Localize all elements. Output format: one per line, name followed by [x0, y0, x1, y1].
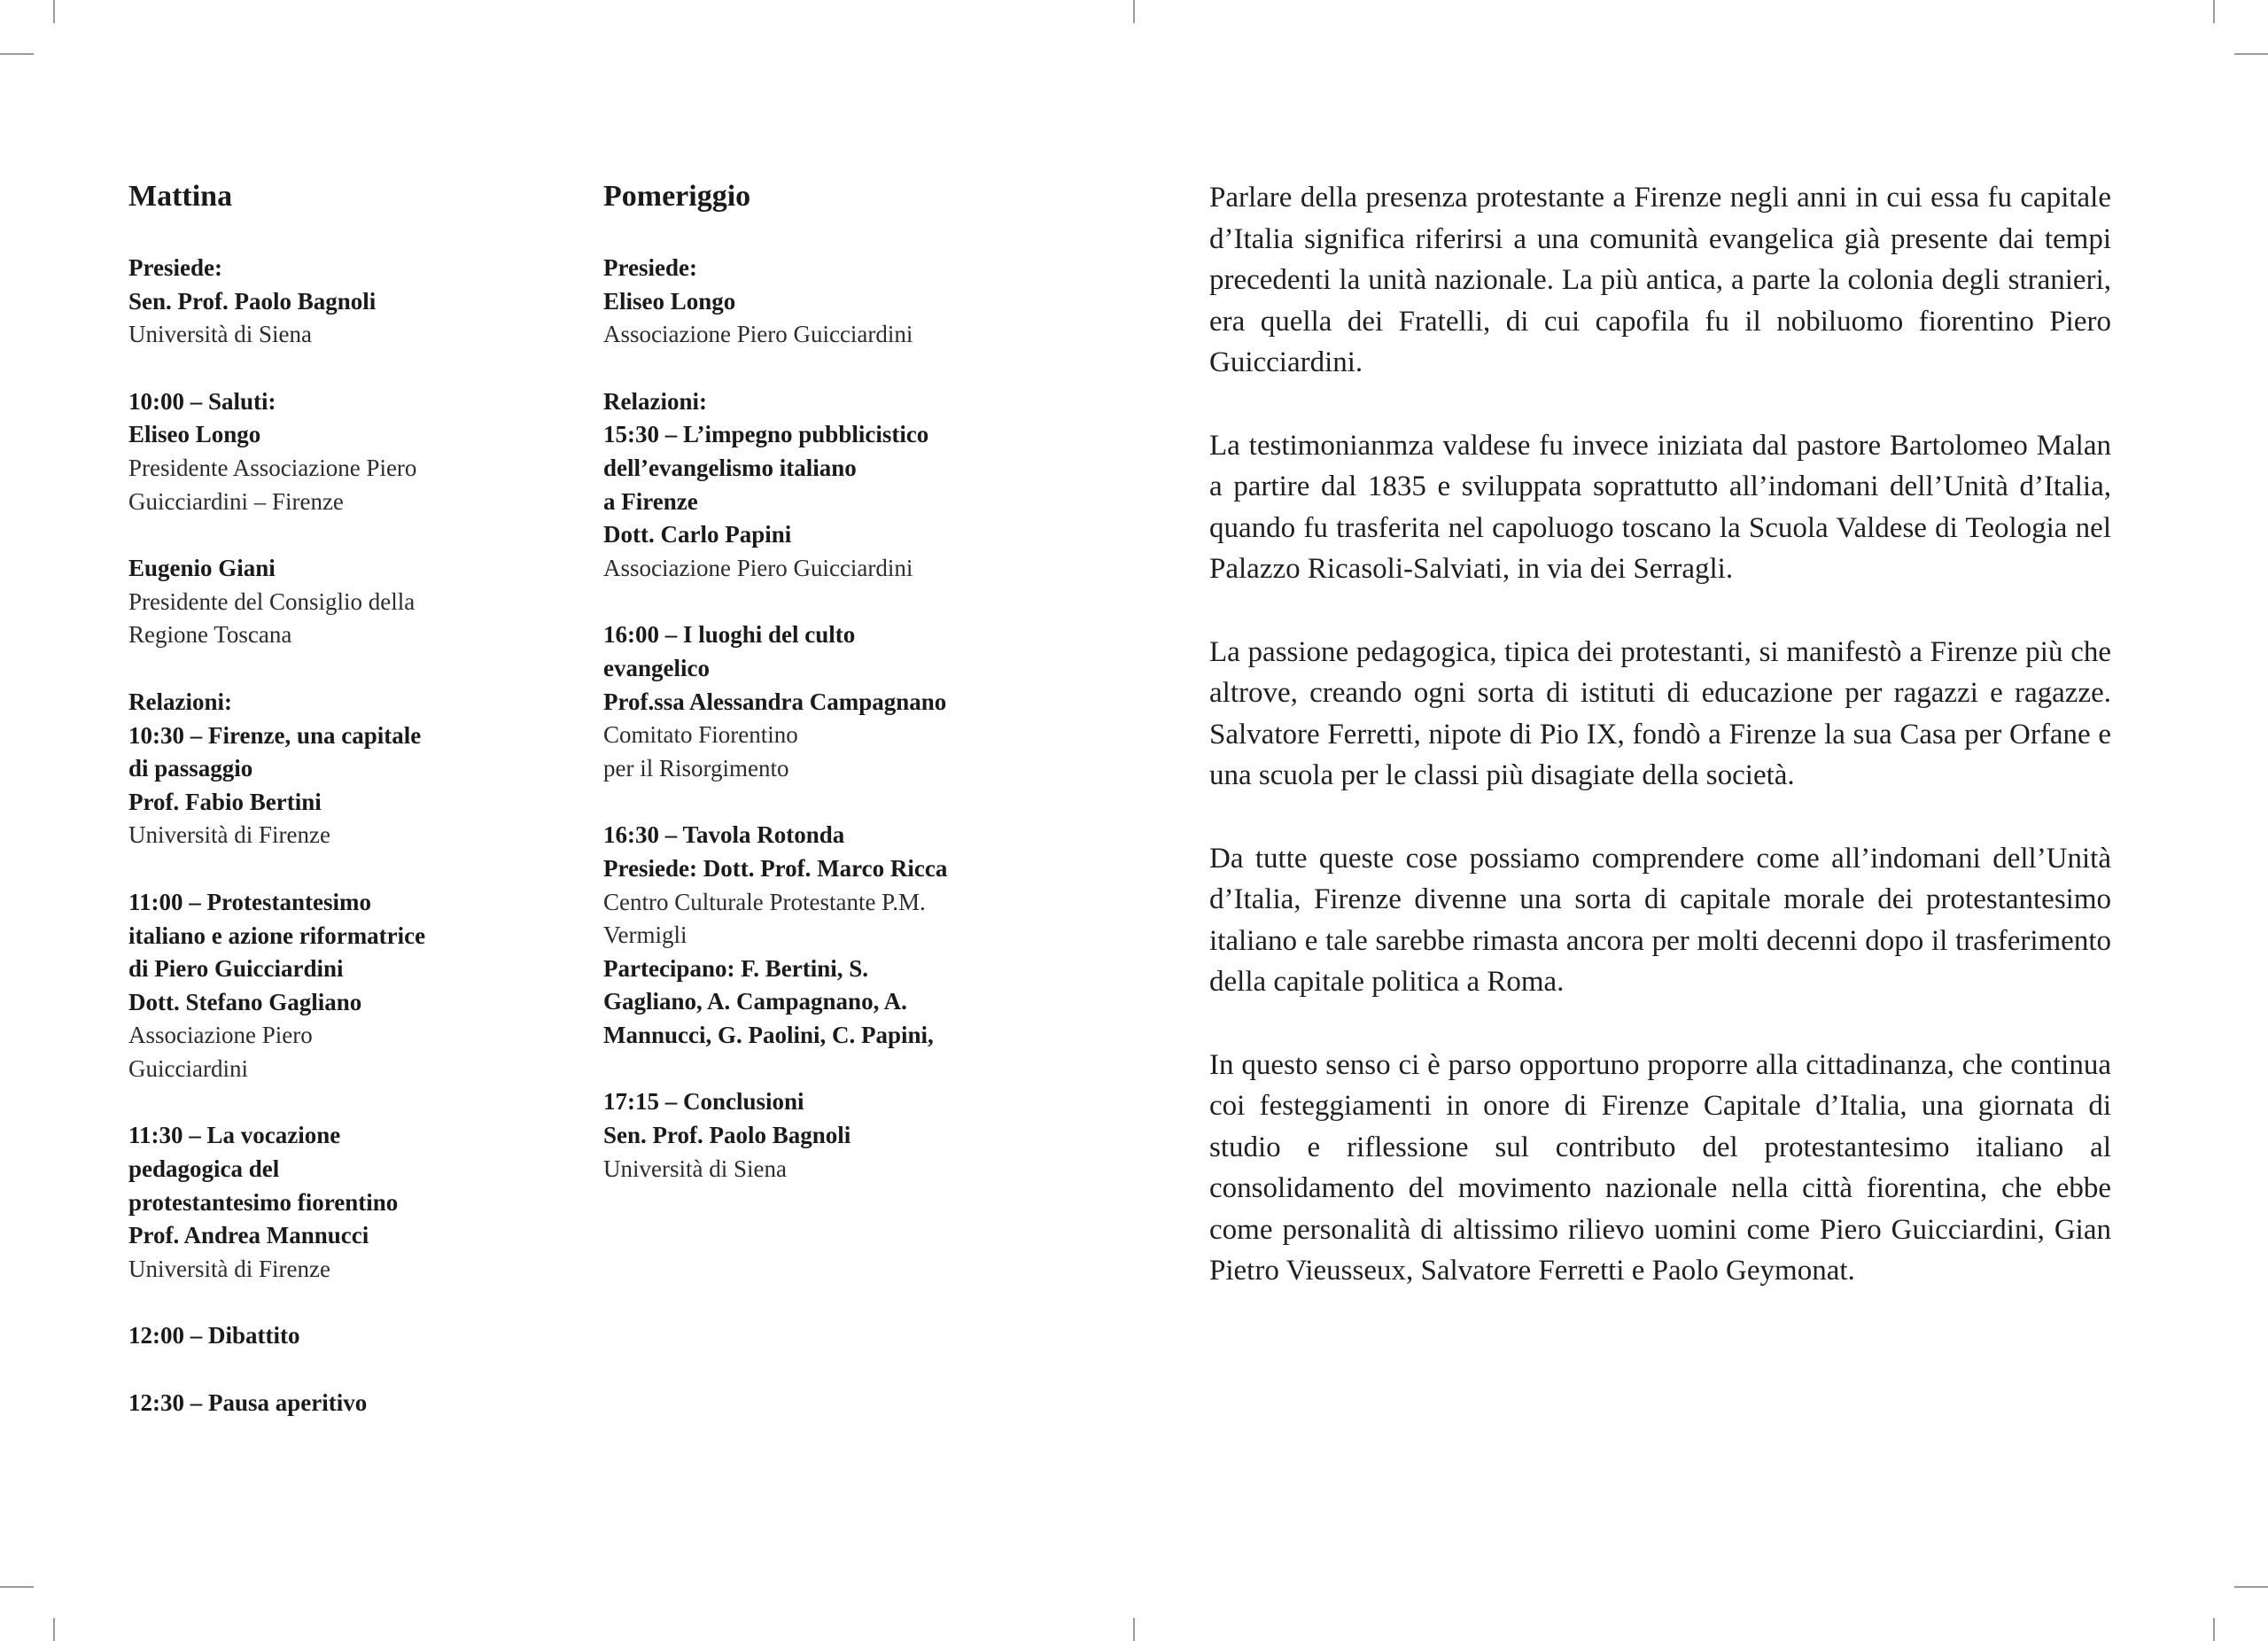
crop-mark	[53, 1618, 55, 1641]
session-line-bold: protestantesimo fiorentino	[128, 1188, 399, 1216]
session-line-affiliation: Centro Culturale Protestante P.M.	[603, 888, 926, 915]
intro-paragraph: In questo senso ci è parso opportuno proporre alla cittadinanza, che continua coi festeggiamenti in onore di Firenze Capitale d’Italia, una giornata di studio e riflessione sul contributo del protestantesimo italiano al consolidamento del movimento nazionale nella città fiorentina, che ebbe come personalità di altissimo rilievo uomini come Piero Guicciardini, Gian Pietro Vieusseux, Salvatore Ferretti e Paolo Geymonat.	[1209, 1048, 2111, 1287]
session-line-bold: 11:00 – Protestantesimo	[128, 888, 371, 915]
crop-mark	[53, 0, 55, 23]
session-line-bold: Sen. Prof. Paolo Bagnoli	[603, 1122, 851, 1149]
session-line-bold: Gagliano, A. Campagnano, A.	[603, 988, 907, 1015]
program-session	[603, 252, 1020, 352]
session-line-bold: Prof. Andrea Mannucci	[128, 1222, 369, 1249]
afternoon-title: Pomeriggio	[603, 180, 751, 213]
session-line-bold: evangelico	[603, 654, 710, 681]
crop-mark	[2234, 53, 2268, 55]
session-line-bold: Prof.ssa Alessandra Campagnano	[603, 688, 947, 715]
session-line-affiliation: Associazione Piero	[128, 1022, 313, 1049]
program-session	[128, 686, 501, 852]
session-line-affiliation: Università di Siena	[603, 1155, 787, 1182]
session-line-bold: dell’evangelismo italiano	[603, 454, 857, 481]
program-session	[128, 1319, 501, 1353]
crop-mark	[2234, 1586, 2268, 1588]
session-line-bold: Relazioni:	[128, 688, 232, 715]
crop-mark	[2213, 0, 2215, 23]
session-line-bold: Dott. Carlo Papini	[603, 521, 792, 548]
program-session	[128, 1119, 501, 1286]
crop-mark	[2213, 1618, 2215, 1641]
intro-paragraph: Da tutte queste cose possiamo comprendere come all’indomani dell’Unità d’Italia, Firenze divenne una sorta di capitale morale dei protestantesimo italiano e tale sarebbe rimasta ancora per molti decenni dopo il trasferimento della capitale politica a Roma.	[1209, 842, 2111, 998]
session-line-affiliation: Guicciardini	[128, 1054, 248, 1082]
session-line-affiliation: Comitato Fiorentino	[603, 721, 798, 749]
session-line-bold: Dott. Stefano Gagliano	[128, 988, 362, 1015]
afternoon-sessions	[603, 252, 1020, 1186]
session-line-bold: di Piero Guicciardini	[128, 955, 344, 983]
session-line-affiliation: Regione Toscana	[128, 621, 292, 649]
intro-paragraph: La testimonianmza valdese fu invece iniziata dal pastore Bartolomeo Malan a partire dal 1835 e sviluppata soprattutto all’indomani dell’Unità d’Italia, quando fu trasferita nel capoluogo toscano la Scuola Valdese di Teologia nel Palazzo Ricasoli-Salviati, in via dei Serragli.	[1209, 429, 2111, 585]
intro-paragraph: Parlare della presenza protestante a Firenze negli anni in cui essa fu capitale d’Italia significa riferirsi a una comunità evangelica già presente dai tempi precedenti la unità nazionale. La più antica, a parte la colonia degli stranieri, era quella dei Fratelli, di cui capofila fu il nobiluomo fiorentino Piero Guicciardini.	[1209, 182, 2111, 378]
session-line-bold: a Firenze	[603, 487, 698, 515]
intro-paragraph: La passione pedagogica, tipica dei protestanti, si manifestò a Firenze più che altrove, creando ogni sorta di istituti di educazione per ragazzi e ragazze. Salvatore Ferretti, nipote di Pio IX, fondò a Firenze la sua Casa per Orfane e una scuola per le classi più disagiate della società.	[1209, 635, 2111, 791]
session-line-affiliation: Associazione Piero Guicciardini	[603, 321, 913, 348]
session-line-affiliation: Presidente Associazione Piero	[128, 454, 417, 481]
crop-mark	[1133, 1618, 1135, 1641]
session-line-bold: Eliseo Longo	[603, 287, 736, 315]
session-line-bold: italiano e azione riformatrice	[128, 922, 426, 949]
session-line-affiliation: Associazione Piero Guicciardini	[603, 554, 913, 581]
session-line-bold: 12:00 – Dibattito	[128, 1322, 300, 1349]
session-line-bold: Partecipano: F. Bertini, S.	[603, 954, 868, 982]
session-line-bold: 12:30 – Pausa aperitivo	[128, 1389, 368, 1417]
program-session	[603, 618, 1020, 785]
crop-mark	[0, 1586, 34, 1588]
program-session	[128, 552, 501, 652]
program-session	[603, 385, 1020, 586]
session-line-affiliation: Università di Siena	[128, 321, 312, 348]
session-line-bold: Presiede:	[603, 254, 697, 281]
session-line-bold: Presiede:	[128, 254, 222, 281]
program-session	[603, 1085, 1020, 1186]
session-line-bold: 10:00 – Saluti:	[128, 387, 276, 415]
morning-sessions	[128, 252, 501, 1420]
session-line-affiliation: Guicciardini – Firenze	[128, 487, 344, 515]
program-session	[128, 252, 501, 352]
session-line-bold: Presiede: Dott. Prof. Marco Ricca	[603, 854, 948, 882]
session-line-affiliation: Università di Firenze	[128, 1255, 330, 1282]
crop-mark	[1133, 0, 1135, 23]
session-line-bold: 16:30 – Tavola Rotonda	[603, 821, 845, 849]
morning-program-column	[128, 177, 501, 1454]
session-line-bold: Sen. Prof. Paolo Bagnoli	[128, 287, 377, 315]
session-line-affiliation: Presidente del Consiglio della	[128, 587, 416, 615]
program-session	[128, 1387, 501, 1420]
session-line-affiliation: Università di Firenze	[128, 821, 330, 849]
session-line-bold: Mannucci, G. Paolini, C. Papini,	[603, 1021, 934, 1048]
session-line-bold: 17:15 – Conclusioni	[603, 1088, 804, 1116]
session-line-bold: di passaggio	[128, 755, 253, 782]
session-line-bold: 15:30 – L’impegno pubblicistico	[603, 421, 929, 448]
session-line-bold: pedagogica del	[128, 1155, 280, 1183]
afternoon-program-column	[603, 177, 1020, 1219]
session-line-bold: Eugenio Giani	[128, 555, 276, 582]
morning-title: Mattina	[128, 180, 233, 213]
session-line-affiliation: per il Risorgimento	[603, 754, 789, 782]
session-line-bold: 11:30 – La vocazione	[128, 1122, 341, 1149]
program-session	[128, 886, 501, 1086]
crop-mark	[0, 53, 34, 55]
session-line-affiliation: Vermigli	[603, 922, 687, 949]
program-session	[603, 819, 1020, 1052]
session-line-bold: Prof. Fabio Bertini	[128, 788, 322, 815]
program-session	[128, 385, 501, 518]
introduction-text	[1209, 177, 2111, 1334]
session-line-bold: Eliseo Longo	[128, 421, 261, 448]
session-line-bold: Relazioni:	[603, 387, 707, 415]
session-line-bold: 16:00 – I luoghi del culto	[603, 621, 856, 649]
session-line-bold: 10:30 – Firenze, una capitale	[128, 721, 422, 749]
